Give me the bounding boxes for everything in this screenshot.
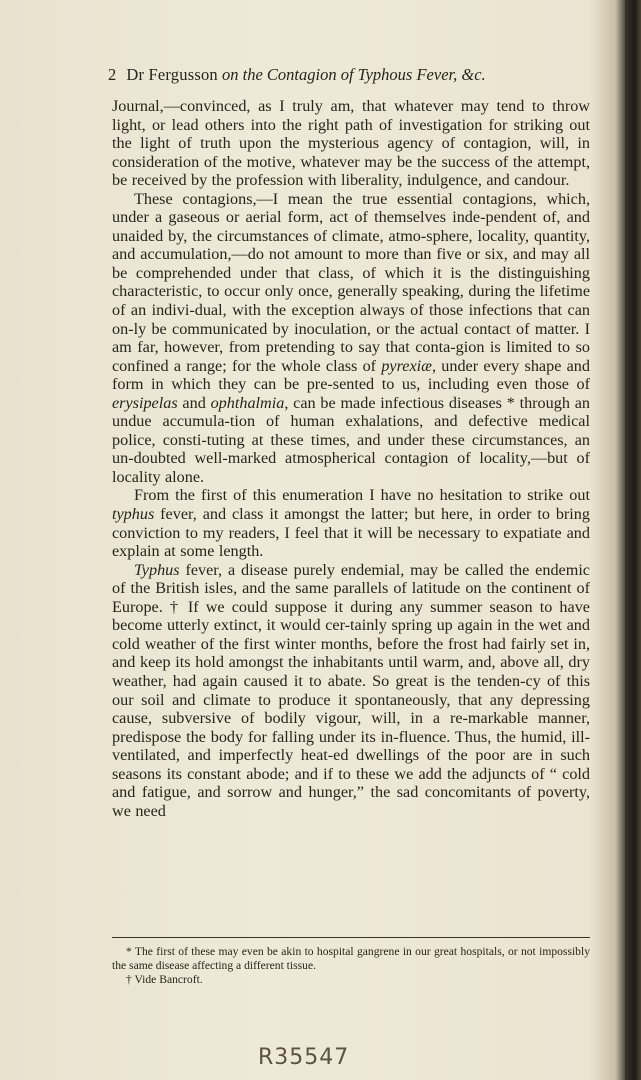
body-text [112, 97, 590, 820]
header-title: on the Contagion of Typhous Fever [221, 65, 454, 84]
text-run: fever, a disease purely endemial, may be called the endemic of the British isles, and the same parallels of latitude on the continent of Europe. † If we could suppose it during any summer season to have become utterly extinct, it would cer-tainly spring up again in the wet and cold weather of the first winter months, before the frost had fairly set in, and keep its hold amongst the inhabitants until warm, and, above all, dry weather, had again caused it to abate. So great is the tenden-cy of this our soil and climate to produce it spontaneously, that any depressing cause, subversive of bodily vigour, will, in a re-markable manner, predispose the body for falling under its in-fluence. Thus, the humid, ill-ventilated, and imperfectly heat-ed dwellings of the poor are in such seasons its constant abode; and if to these we add the adjuncts of “ cold and fatigue, and sorrow and hunger,” the sad concomitants of poverty, we need [112, 560, 590, 820]
footnote: † Vide Bancroft. [126, 973, 203, 986]
italic-term: ophthalmia [210, 393, 285, 412]
body-paragraph [112, 190, 590, 487]
body-paragraph [112, 561, 590, 821]
footnote: * The first of these may even be akin to hospital gangrene in our great hospitals, or not impossibly the same disease affecting a different tissue. [112, 945, 590, 972]
text-run: From the first of this enumeration I have no hesitation to strike out [134, 486, 590, 505]
body-paragraph [112, 486, 590, 560]
library-stamp: R35547 [258, 1045, 350, 1070]
page-number: 2 [108, 65, 117, 84]
italic-term: pyrexiæ [381, 356, 432, 375]
italic-term: erysipelas [112, 393, 178, 412]
text-run: , under every shape and form in which they can be pre-sented to us, including even those of [112, 356, 590, 394]
text-run: and [177, 393, 211, 412]
running-header [108, 66, 598, 84]
footnote-rule [112, 937, 590, 938]
header-suffix: , &c. [453, 65, 486, 84]
italic-term: typhus [112, 505, 155, 524]
text-run: These contagions,—I mean the true essential contagions, which, under a gaseous or aerial form, act of themselves inde-pendent of, and unaided by, the circumstances of climate, atmo-sphere, locality, quantity, and accumulation,—do not amount to more than five or six, and may all be comprehended under that class, of which it is the distinguishing characteristic, to occur only once, generally speaking, during the lifetime of an indivi-dual, with the exception always of those infections that can on-ly be communicated by inoculation, or the actual contact of matter. I am far, however, from pretending to say that conta-gion is limited to so confined a range; for the whole class of [112, 189, 590, 375]
footnotes [112, 945, 590, 987]
text-run: Journal,—convinced, as I truly am, that whatever may tend to throw light, or lead others into the right path of investigation for striking out the light of truth upon the mysterious agency of contagion, will, in consideration of the motive, whatever may be the success of the attempt, be received by the profession with liberality, indulgence, and candour. [112, 97, 590, 190]
italic-term: Typhus [134, 560, 180, 579]
header-author: Dr Fergusson [126, 65, 218, 84]
text-run: fever, and class it amongst the latter; but here, in order to bring conviction to my readers, I feel that it will be necessary to expatiate and explain at some length. [112, 505, 590, 561]
text-run: , can be made infectious diseases * through an undue accumula-tion of human exhalations, and defective medical police, consti-tuting at these times, and under these circumstances, an un-doubted well-marked atmospherical contagion of locality,—but of locality alone. [112, 393, 590, 486]
body-paragraph [112, 97, 590, 190]
book-spine-edge [625, 0, 641, 1080]
